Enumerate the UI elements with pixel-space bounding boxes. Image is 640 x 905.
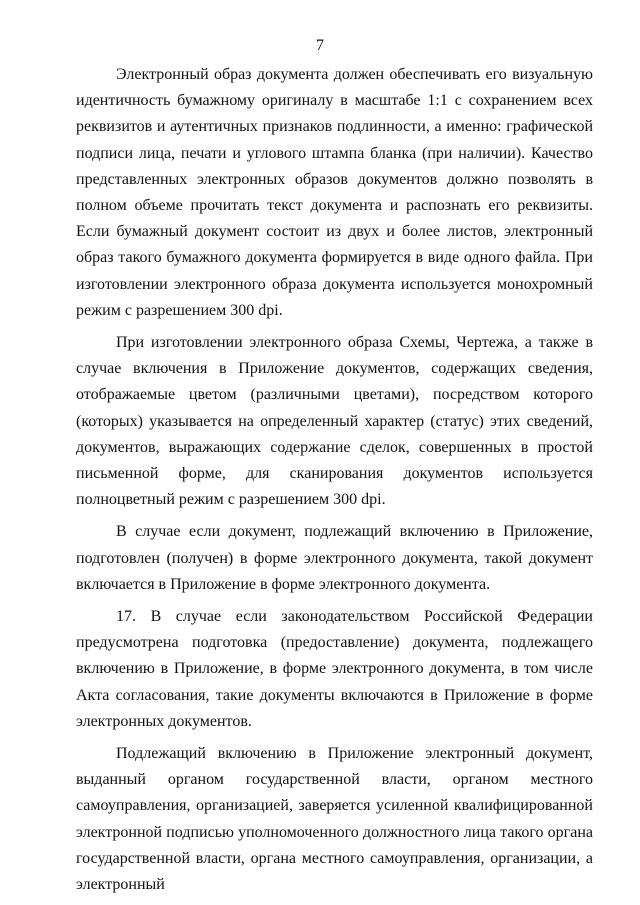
paragraph-electronic-image-requirements: Электронный образ документа должен обеспечивать его визуальную идентичность бумажному оригиналу в масштабе 1:1 с сохранением всех реквизитов и аутентичных признаков подлинности, а именно: графической подписи лица, печати и углового штампа бланка (при наличии). Качество представленных электронных образов документов должно позволять в полном объеме прочитать текст документа и распознать его реквизиты. Если бумажный документ состоит из двух и более листов, электронный образ такого бумажного документа формируется в виде одного файла. При изготовлении электронного образа документа используется монохромный режим с разрешением 300 dpi. [76,66,593,319]
page-number: 7 [316,37,324,54]
paragraph-color-scanning-mode: При изготовлении электронного образа Схемы, Чертежа, а также в случае включения в Приложение документов, содержащих сведения, отображаемые цветом (различными цветами), посредством которого (которых) указывается на определенный характер (статус) этих сведений, документов, выражающих содержание сделок, совершенных в простой письменной форме, для сканирования документов используется полноцветный режим с разрешением 300 dpi. [76,334,593,509]
paragraph-item-17: 17. В случае если законодательством Российской Федерации предусмотрена подготовка (предоставление) документа, подлежащего включению в Приложение, в форме электронного документа, в том числе Акта согласования, такие документы включаются в Приложение в форме электронных документов. [76,608,593,730]
paragraph-qualified-signature: Подлежащий включению в Приложение электронный документ, выданный органом государственной власти, органом местного самоуправления, организацией, заверяется усиленной квалифицированной электронной подписью уполномоченного должностного лица такого органа государственной власти, органа местного самоуправления, организации, а электронный [76,745,593,894]
document-text-body [76,62,593,898]
paragraph-electronic-document-inclusion: В случае если документ, подлежащий включению в Приложение, подготовлен (получен) в форме электронного документа, такой документ включается в Приложение в форме электронного документа. [76,523,593,593]
